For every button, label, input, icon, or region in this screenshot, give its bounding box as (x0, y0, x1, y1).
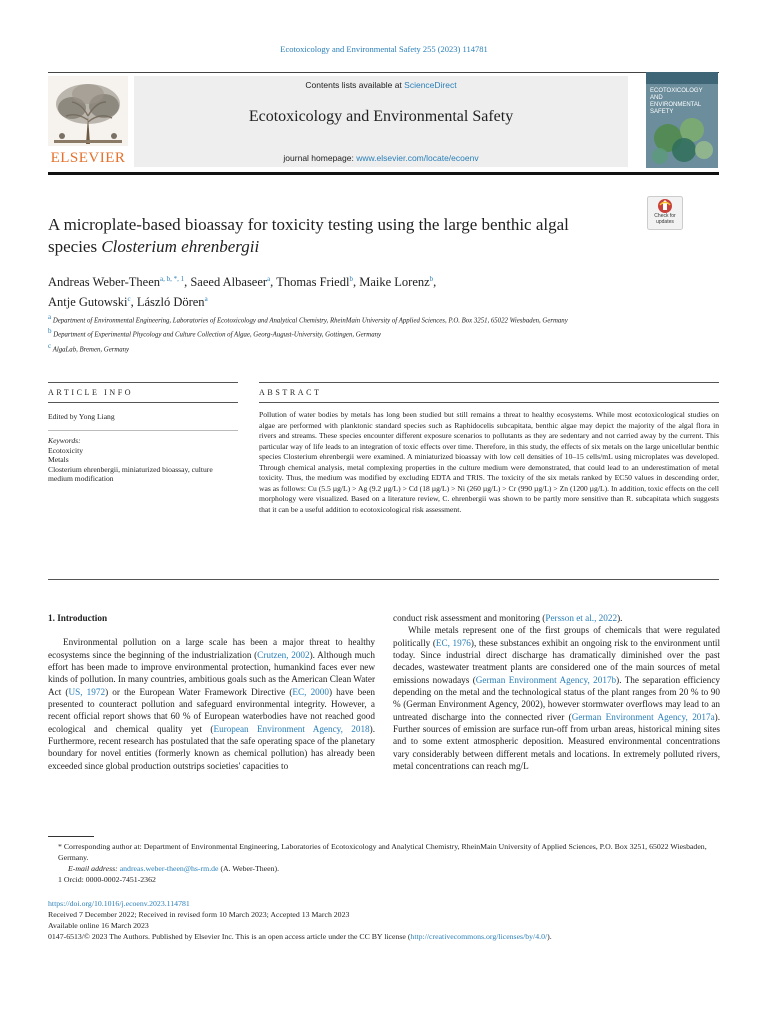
body-paragraph: While metals represent one of the first groups of chemicals that were regulated politically (EC, 1976), these substances exhibit an ongoing risk to the environment until today. Since industrial direct discharge has dramatically diminished over the past decades, wastewater treatment plants are considered one of the main sources of metal emissions nowadays (German Environment Agency, 2017b). The separation efficiency depending on the metal and the technological status of the plant ranges from 20 % to 90 % (German Environment Agency, 2002), however stormwater overflows may lead to an untreated discharge into the connected river (German Environment Agency, 2017a). Further sources of emission are surface run-off from urban areas, historical mining sites and to some extent atmospheric deposition. Measured environmental concentrations vary considerably between different metals and locations. In extremely polluted rivers, metal concentrations can reach mg/L (393, 625, 721, 772)
journal-title: Ecotoxicology and Environmental Safety (248, 108, 514, 125)
footnote-rule (48, 836, 94, 837)
keyword: Closterium ehrenbergii, miniaturized bioassay, culture medium modification (48, 464, 213, 483)
cover-title: ECOTOXICOLOGY AND ENVIRONMENTAL SAFETY (650, 88, 703, 115)
affiliation-item: $^b$ Department of Experimental Phycology and Culture Collection of Algae, Georg-August-University, Gottingen, Germany (48, 327, 382, 339)
running-head: Ecotoxicology and Environmental Safety 255 (2023) 114781 (280, 44, 488, 54)
author-name[interactable]: Saeed Albaseer (190, 275, 268, 290)
abstract-text: Pollution of water bodies by metals has long been studied but still remains a threat to healthy ecosystems. While most ecotoxicological studies on algae are performed with planktonic standard species such as Raphidocelis subcapitata, benthic algae may depict the majority of the algal flora in rivers and streams. These species encounter different exposure scenarios to pollutants as they are sedentary and not carried away by the current. This particular way of life leads to an integration of toxic effects over time. Therefore, in this study, the effects of six metals on the large unicellular benthic species Closterium ehrenbergii were examined. A miniaturized bioassay with low cell densities of 10–15 cells/mL using microplates was developed. Through chemical analysis, metal complexing properties in the culture medium were demonstrated, that could lead to an underestimation of metal toxicity. Thus, the medium was modified by excluding EDTA and TRIS. The toxicity of the six metals ranked by EC50 values in descending order, was as follows: Cu (5.5 µg/L) > Ag (9.2 µg/L) > Cd (18 µg/L) > Ni (260 µg/L) > Cr (990 µg/L) > Zn (1200 µg/L). In addition, toxic effects on the cell morphology were visualized. Based on a literature review, C. ehrenbergii was shown to be partly more sensitive than R. subcapitata which suggests that it can be a useful addition to ecotoxicological risk assessment. (259, 410, 719, 514)
journal-homepage-line: journal homepage: www.elsevier.com/locate/ecoenv (283, 153, 479, 163)
author-name[interactable]: Antje Gutowski (48, 295, 128, 310)
keyword: Metals (48, 455, 69, 464)
license-link[interactable]: http://creativecommons.org/licenses/by/4.0/ (410, 932, 548, 941)
keywords-block (48, 436, 238, 484)
author-name[interactable]: Thomas Friedl (276, 275, 350, 290)
article-title: A microplate-based bioassay for toxicity testing using the large benthic algal species Closterium ehrenbergii (48, 215, 569, 256)
author-name[interactable]: Maike Lorenz (359, 275, 430, 290)
publication-info (48, 898, 738, 942)
edited-by: Edited by Yong Liang (48, 412, 115, 421)
citation-link[interactable]: Persson et al., 2022 (545, 613, 618, 623)
author-affiliation-marks[interactable]: c (127, 295, 131, 304)
author-list: Andreas Weber-Theen$^{a, b, *, 1}$, Saeed Albaseer$^a$, Thomas Friedl$^b$, Maike Lorenz$^b$, Antje Gutowski$^c$, László Dören$^a$ (48, 275, 437, 310)
abstract-rule (259, 402, 719, 403)
cover-artwork-icon (646, 72, 718, 168)
email-note: E-mail address: andreas.weber-theen@hs-rm.de (A. Weber-Theen). (68, 864, 280, 873)
citation-link[interactable]: German Environment Agency, 2017a (571, 711, 715, 722)
author-affiliation-marks[interactable]: a (204, 295, 208, 304)
received-dates: Received 7 December 2022; Received in revised form 10 March 2023; Accepted 13 March 2023 (48, 910, 350, 919)
affiliation-item: $^a$ Department of Environmental Engineering, Laboratories of Ecotoxicology and Analytical Chemistry, RheinMain University of Applied Sciences, P.O. Box 3251, 65022 Wiesbaden, Germany (48, 313, 568, 325)
corresponding-author-note: * Corresponding author at: Department of Environmental Engineering, Laboratories of Ecotoxicology and Analytical Chemistry, RheinMain University of Applied Sciences, P.O. Box 3251, 65022 Wiesbaden, Germany. (58, 842, 707, 862)
sciencedirect-link[interactable]: ScienceDirect (404, 80, 457, 90)
keywords-rule (48, 430, 238, 431)
check-for-updates-label: Check for updates (654, 213, 676, 225)
header-bottom-rule (48, 172, 719, 175)
abstract-top-rule (259, 382, 719, 383)
section-heading: 1. Introduction (48, 613, 108, 623)
doi-link[interactable]: https://doi.org/10.1016/j.ecoenv.2023.114781 (48, 899, 190, 908)
citation-link[interactable]: Crutzen, 2002 (257, 649, 310, 660)
affiliation-item: $^c$ AlgaLab, Bremen, Germany (48, 341, 130, 353)
body-paragraph: conduct risk assessment and monitoring (Persson et al., 2022). (393, 613, 623, 623)
author-affiliation-marks[interactable]: a, b, *, 1 (160, 275, 185, 283)
footnotes (48, 841, 720, 885)
license-line: 0147-6513/© 2023 The Authors. Published by Elsevier Inc. This is an open access article under the CC BY license (http://creativecommons.org/licenses/by/4.0/). (48, 932, 552, 941)
author-name[interactable]: László Dören (136, 295, 205, 310)
citation-link[interactable]: German Environment Agency, 2017b (475, 674, 617, 685)
body-right-column (393, 612, 720, 772)
citation-link[interactable]: EC, 1976 (435, 637, 471, 648)
available-online: Available online 16 March 2023 (48, 921, 149, 930)
email-link[interactable]: andreas.weber-theen@hs-rm.de (119, 864, 219, 873)
contents-line: Contents lists available at ScienceDirect (305, 80, 457, 90)
author-affiliation-marks[interactable]: b (349, 275, 353, 283)
article-info-heading: ARTICLE INFO (48, 388, 134, 397)
citation-link[interactable]: European Environment Agency, 2018 (213, 723, 370, 734)
header-top-rule (48, 72, 719, 73)
citation-link[interactable]: EC, 2000 (292, 686, 329, 697)
body-left-column (48, 612, 375, 772)
author-name[interactable]: Andreas Weber-Theen (48, 275, 160, 290)
author-affiliation-marks[interactable]: b (429, 275, 434, 283)
orcid-note: 1 Orcid: 0000-0002-7451-2362 (58, 875, 156, 884)
abstract-bottom-rule (48, 579, 719, 580)
body-paragraph: Environmental pollution on a large scale has been a major threat to healthy ecosystems since the beginning of the industrialization (Crutzen, 2002). Although much effort has been made to improve environmental protection, humankind faces ever new kinds of pollution. In many countries, ambitious goals such as the American Clean Water Act (US, 1972) or the European Water Framework Directive (EC, 2000) have been presented to counteract pollution and safeguard environmental integrity. However, a recent official report shows that 60 % of European waterbodies have not reached good ecological and chemical quality yet (European Environment Agency, 2018). Furthermore, recent research has postulated that the safe operating space of the planetary boundary for novel entities (formerly known as chemical pollution) has already been exceeded since global production outstrips societies' capacities to (48, 637, 376, 771)
keyword: Ecotoxicity (48, 445, 84, 455)
abstract-heading: ABSTRACT (259, 388, 322, 397)
article-info-rule (48, 402, 238, 403)
journal-cover-image (646, 72, 718, 168)
article-info-top-rule (48, 382, 238, 383)
affiliations (48, 312, 688, 355)
author-affiliation-marks[interactable]: a (267, 275, 271, 283)
citation-link[interactable]: US, 1972 (68, 686, 106, 697)
journal-homepage-link[interactable]: www.elsevier.com/locate/ecoenv (356, 153, 479, 163)
journal-banner (134, 76, 628, 167)
publisher-wordmark: ELSEVIER (50, 150, 126, 166)
keywords-label: Keywords: (48, 436, 81, 445)
